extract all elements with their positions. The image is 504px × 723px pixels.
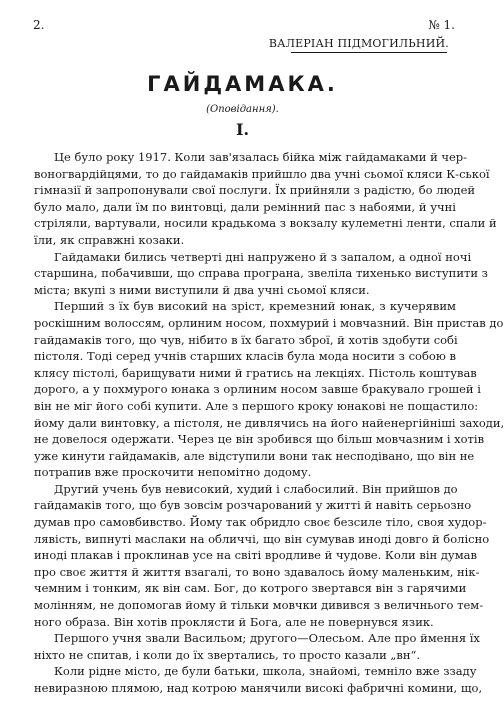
text-line: Другий учень був невисокий, худий і слабосилий. Він прийшов до (54, 481, 458, 496)
story-title: ГАЙДАМАКА. (147, 72, 338, 96)
paragraph (34, 249, 488, 299)
text-line: лявість, випнуті маслаки на обличчі, що він сумував иноді довго й болісно (34, 531, 490, 546)
text-line: клясу пістолі, барищувати ними й гратись на лекціях. Пістоль коштував (34, 365, 477, 380)
story-subtitle: (Оповідання). (206, 104, 279, 115)
text-line: дорого, а у похмурого юнака з орлиним носом завше бракувало грошей і (34, 382, 481, 397)
text-line: стріляли, вартували, носили крадькома з вокзалу кулеметні ленти, спали й (34, 216, 497, 231)
text-line: про своє життя й життя взагалі, то воно здавалось йому маленьким, нік- (34, 564, 480, 579)
text-line: Першого учня звали Васильом; другого—Олесьом. Але про ймення їх (54, 631, 480, 646)
text-line: Перший з їх був високий на зріст, кремезний юнак, з кучерявим (54, 299, 456, 314)
text-line: иноді плакав і проклинав усе на світі вродливе й чудове. Коли він думав (34, 548, 477, 563)
text-line: гайдамаків того, що чув, нібито в їх багато зброї, й хотів здобути собі (34, 332, 458, 347)
text-line: було мало, дали їм по винтовці, дали ремінний пас з набоями, й учні (34, 199, 456, 214)
text-line: гайдамаків того, що був зовсім розчарований у житті й навіть серьозно (34, 498, 472, 513)
text-line: молінням, не допомогав йому й тільки мовчки дивився з величнього тем- (34, 598, 484, 613)
text-line: не довелося одержати. Через це він зробився що більш мовчазним і хотів (34, 432, 485, 447)
chapter-heading: I. (235, 120, 250, 139)
text-line: Коли рідне місто, де були батьки, школа, знайомі, темніло вже ззаду (54, 664, 477, 679)
text-line: пістоля. Тоді серед учнів старших класів була мода носити з собою в (34, 349, 456, 364)
paragraph (34, 149, 497, 249)
text-line: ніхто не спитав, і коли до їх звертались, то просто казали „вн“. (34, 647, 421, 662)
paragraph (34, 481, 490, 630)
text-line: їли, як справжні козаки. (34, 232, 185, 247)
text-line: думав про самовбивство. Йому так обридло своє безсиле тіло, своя худор- (34, 515, 487, 530)
paragraph (34, 663, 483, 696)
author-name: ВАЛЕРІАН ПІДМОГИЛЬНИЙ. (268, 37, 449, 50)
paragraph (34, 298, 504, 481)
text-line: міста; вкупі з ними виступили й два учні сьомої кляси. (34, 282, 370, 297)
text-line: йому дали винтовку, а пістоля, не дивлячись на його найенергійніші заходи, (34, 415, 504, 430)
page-number: 2. (33, 18, 45, 32)
paragraph (34, 630, 480, 663)
text-line: невиразною плямою, над котрою манячили високі фабричні комини, що, (34, 681, 483, 695)
text-line: гімназії й запропонували свої послуги. Їх прийняли з радістю, бо людей (34, 183, 476, 198)
text-line: він не міг його собі купити. Але з першого кроку юнакові не пощастило: (34, 398, 479, 413)
text-line: воногвардійцями, то до гайдамаків прийшло два учні сьомої кляси К-ської (34, 166, 490, 181)
story-body (34, 149, 504, 697)
text-line: старшина, побачивши, що справа програна, звеліла тихенько виступити з (34, 266, 488, 281)
text-line: роскішним волоссям, орлиним носом, похмурий і мовчазний. Він пристав до (34, 315, 504, 330)
text-line: Гайдамаки бились четверті дні напружено й з запалом, а одної ночі (54, 249, 472, 264)
text-line: чемним і тонким, як він сам. Бог, до котрого звертався він з гарячими (34, 581, 467, 596)
text-line: потрапив вже проскочити непомітно додому. (34, 465, 312, 480)
author-underline (291, 52, 447, 53)
text-line: Це було року 1917. Коли зав'язалась бійка між гайдамаками й чер- (54, 150, 468, 164)
issue-number: № 1. (428, 18, 455, 32)
text-line: уже кинути гайдамаків, але відступили вони так несподівано, що він не (34, 448, 475, 463)
text-line: ного образа. Він хотів проклясти й Бога, але не повернувся язик. (34, 614, 434, 629)
